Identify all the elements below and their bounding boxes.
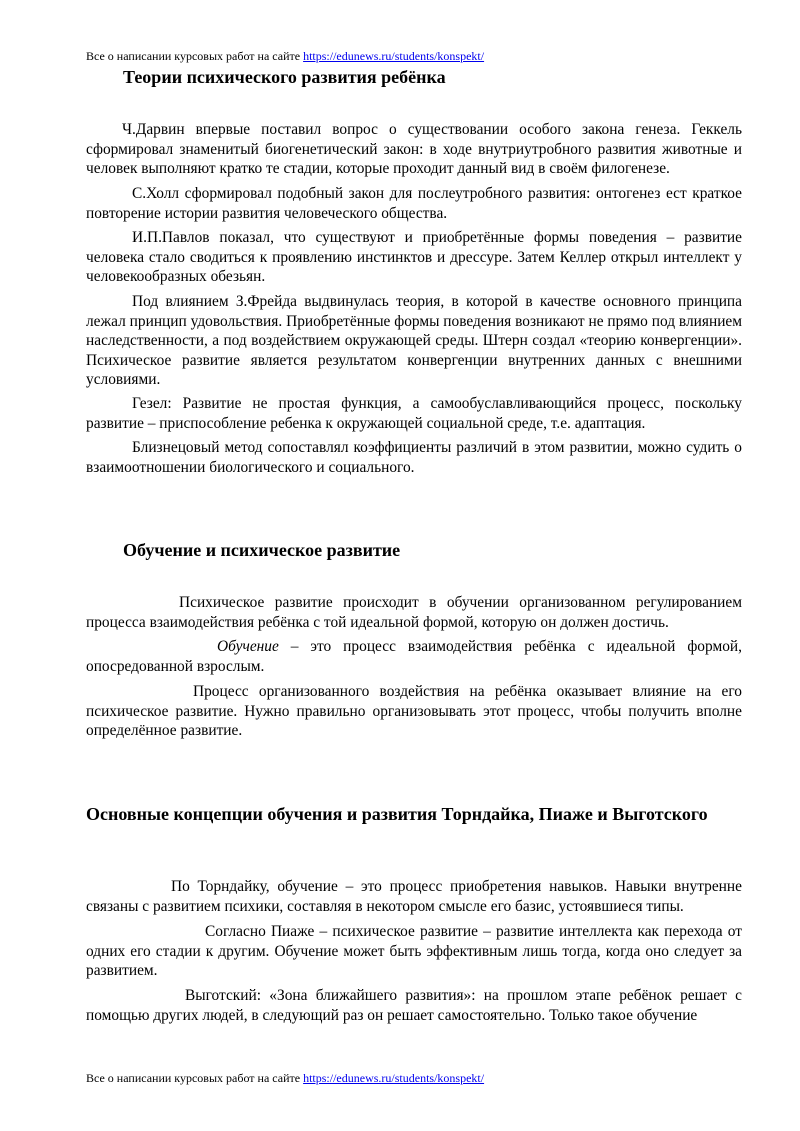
paragraph: Гезел: Развитие не простая функция, а самообуславливающийся процесс, поскольку развитие – приспособление ребенка к окружающей социальной среде, т.е. адаптация. bbox=[86, 395, 742, 432]
paragraph-definition bbox=[86, 637, 742, 676]
page-header bbox=[86, 49, 484, 63]
definition-text: – это процесс взаимодействия ребёнка с идеальной формой, опосредованной взрослым. bbox=[86, 638, 742, 675]
paragraph: Под влиянием З.Фрейда выдвинулась теория, в которой в качестве основного принципа лежал принцип удовольствия. Приобретённые формы поведения возникают не прямо под влиянием наследственности, а под воздействием окружающей среды. Штерн создал «теорию конвергенции». Психическое развитие является результатом конвергенции внутренних данных с внешними условиями. bbox=[86, 293, 742, 389]
paragraph: С.Холл сформировал подобный закон для послеутробного развития: онтогенез ест краткое повторение истории развития человеческого общества. bbox=[86, 185, 742, 222]
footer-link[interactable]: https://edunews.ru/students/konspekt/ bbox=[303, 1071, 485, 1085]
paragraph: Согласно Пиаже – психическое развитие – развитие интеллекта как перехода от одних его стадии к другим. Обучение может быть эффективным лишь тогда, когда оно следует за развитием. bbox=[86, 923, 742, 980]
section-title-concepts: Основные концепции обучения и развития Торндайка, Пиаже и Выготского bbox=[86, 804, 708, 824]
page-footer bbox=[86, 1071, 484, 1085]
paragraph: По Торндайку, обучение – это процесс приобретения навыков. Навыки внутренне связаны с развитием психики, составляя в некотором смысле его базис, устоявшиеся типы. bbox=[86, 878, 742, 915]
footer-text: Все о написании курсовых работ на сайте bbox=[86, 1071, 304, 1085]
section-title-theories: Теории психического развития ребёнка bbox=[123, 67, 446, 87]
paragraph: Психическое развитие происходит в обучении организованном регулированием процесса взаимодействия ребёнка с той идеальной формой, которую он должен достичь. bbox=[86, 594, 742, 631]
paragraph: Ч.Дарвин впервые поставил вопрос о существовании особого закона генеза. Геккель сформировал знаменитый биогенетический закон: в ходе внутриутробного развития животные и человек выполняют кратко те стадии, которые проходит данный вид в своём филогенезе. bbox=[86, 121, 742, 178]
paragraph: Близнецовый метод сопоставлял коэффициенты различий в этом развитии, можно судить о взаимоотношении биологического и социального. bbox=[86, 439, 742, 476]
header-link[interactable]: https://edunews.ru/students/konspekt/ bbox=[303, 49, 485, 63]
italic-term: Обучение bbox=[217, 638, 279, 655]
paragraph: Выготский: «Зона ближайшего развития»: на прошлом этапе ребёнок решает с помощью других людей, в следующий раз он решает самостоятельно. Только такое обучение bbox=[86, 987, 742, 1024]
section-title-learning: Обучение и психическое развитие bbox=[123, 540, 401, 560]
paragraph: И.П.Павлов показал, что существуют и приобретённые формы поведения – развитие человека стало сводиться к проявлению инстинктов и дрессуре. Затем Келлер открыл интеллект у человекообразных обезьян. bbox=[86, 229, 742, 286]
header-text: Все о написании курсовых работ на сайте bbox=[86, 49, 304, 63]
paragraph: Процесс организованного воздействия на ребёнка оказывает влияние на его психическое развитие. Нужно правильно организовывать этот процесс, чтобы получить вполне определённое развитие. bbox=[86, 683, 742, 740]
